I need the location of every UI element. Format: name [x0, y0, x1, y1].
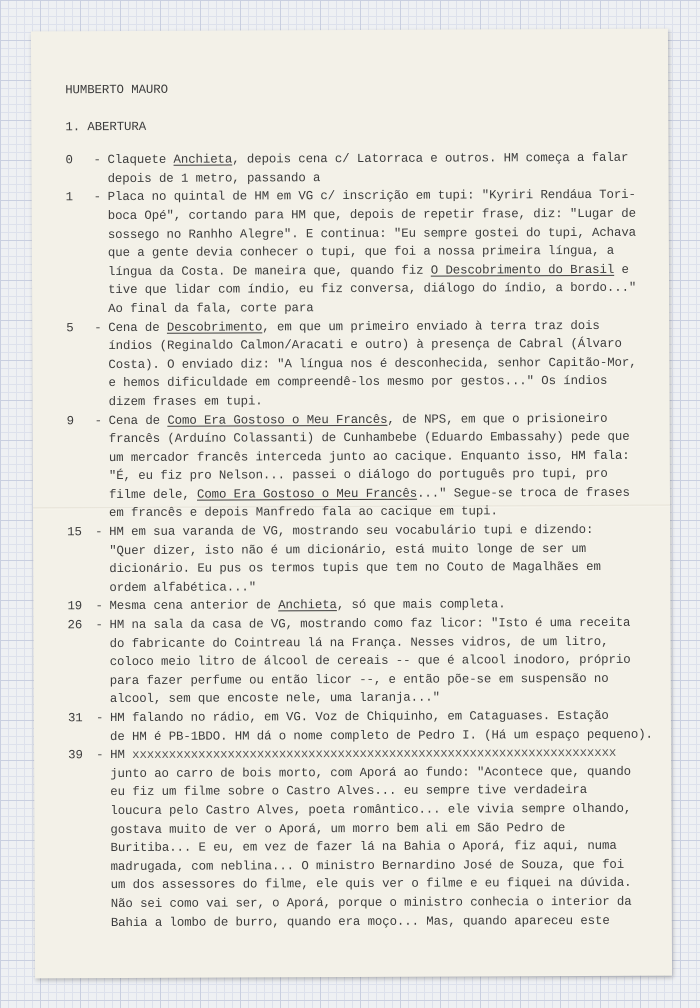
text-segment: filme dele,	[108, 487, 198, 502]
text-segment: ordem alfabética..."	[109, 580, 257, 595]
text-line	[111, 855, 673, 876]
text-line	[109, 502, 672, 523]
text-line	[108, 242, 671, 263]
text-segment: e	[614, 262, 629, 277]
text-segment: eu fiz um filme sobre o Castro Alves... eu sempre tive verdadeira	[110, 783, 588, 800]
shot-description	[107, 149, 670, 189]
text-segment: "É, eu fiz pro Nelson... passei o diálogo do português pro tupi, pro	[108, 467, 608, 484]
struck-out-text: xxxxxxxxxxxxxxxxxxxxxxxxxxxxxxxxxxxxxxxxxxxxxxxxxxxxxxxxxxxxxxxxxx	[132, 746, 617, 763]
text-segment: Bahia a lombo de burro, quando era moço... Mas, quando apareceu este	[110, 913, 610, 930]
text-segment: dizem frases em tupi.	[108, 394, 263, 409]
text-segment: Costa). O enviado diz: "A língua nos é desconhecida, senhor Capitão-Mor,	[108, 355, 637, 372]
text-line	[108, 279, 671, 300]
text-line	[109, 428, 672, 449]
text-segment: sossego no Ranhho Alegre". E continua: "Eu sempre gostei do tupi, Achava	[107, 225, 637, 242]
text-segment: madrugada, com neblina... O ministro Bernardino José de Souza, que foi	[110, 857, 625, 874]
shot-description	[110, 707, 672, 747]
text-line	[110, 800, 672, 821]
text-segment: do fabricante do Cointreau lá na França. Nesses vidros, de um litro,	[109, 634, 609, 651]
text-line	[110, 651, 672, 672]
shot-description	[108, 316, 671, 411]
text-segment: HM em sua varanda de VG, mostrando seu vocabulário tupi e dizendo:	[109, 523, 594, 540]
text-line	[108, 372, 671, 393]
text-segment: língua da Costa. De maneira que, quando fiz	[107, 263, 431, 279]
text-segment: gostava muito de ver o Aporá, um morro bem ali em São Pedro de	[110, 820, 566, 837]
text-segment: em francês e depois Manfredo fala ao cacique em tupi.	[109, 504, 498, 521]
underlined-film-title: Anchieta	[173, 152, 233, 167]
text-segment: , de NPS, em que o prisioneiro	[387, 411, 608, 427]
shot-entry	[68, 707, 672, 747]
entry-dash: -	[95, 618, 103, 633]
text-line	[110, 744, 672, 765]
text-segment: Placa no quintal de HM em VG c/ inscrição em tupi: "Kyriri Rendáua Tori-	[107, 188, 636, 205]
text-line	[109, 595, 672, 616]
text-segment: loucura pelo Castro Alves, poeta romântico... ele vivia sempre olhando,	[110, 801, 632, 819]
typed-text-block	[65, 79, 672, 933]
shot-description	[108, 186, 672, 319]
text-line	[109, 409, 672, 430]
entry-dash: -	[93, 153, 101, 168]
shot-entry	[67, 614, 672, 710]
text-segment: Mesma cena anterior de	[109, 598, 279, 614]
text-segment: , em que um primeiro enviado à terra traz dois	[262, 318, 600, 334]
text-segment: um mercador francês interceda junto ao cacique. Enquanto isso, HM fala:	[108, 448, 630, 465]
text-line	[110, 818, 672, 839]
text-line	[108, 316, 671, 337]
text-segment: Cena de	[108, 413, 168, 428]
text-line	[109, 539, 672, 560]
shot-entry	[68, 744, 672, 933]
text-line	[108, 260, 671, 281]
text-segment: junto ao carro de bois morto, com Aporá ao fundo: "Acontece que, quando	[110, 764, 632, 781]
text-line	[110, 632, 672, 653]
text-segment: HM falando no rádio, em VG. Voz de Chiquinho, em Cataguases. Estação	[109, 708, 609, 726]
shot-number: 19	[67, 599, 83, 614]
text-line	[110, 707, 672, 728]
text-segment: que a gente devia conhecer o tupi, que foi a nossa primeira língua, a	[107, 244, 615, 261]
text-segment: Claquete	[107, 152, 174, 168]
text-segment: boca Opé", cortando para HM que, depois de repetir frase, diz: "Lugar de	[107, 206, 636, 224]
text-line	[110, 762, 672, 783]
text-line	[110, 781, 672, 802]
text-segment: Buritiba... E eu, em vez de fazer lá na Bahia o Aporá, fiz aqui, numa	[110, 839, 617, 856]
shot-number: 0	[65, 153, 73, 168]
author-heading: HUMBERTO MAURO	[65, 82, 168, 98]
text-segment: HM	[110, 748, 133, 763]
entry-dash: -	[96, 748, 104, 763]
text-segment: HM na sala da casa de VG, mostrando como faz licor: "Isto é uma receita	[109, 615, 631, 633]
entry-dash: -	[95, 599, 103, 614]
shot-entry	[66, 316, 671, 412]
shot-entry	[67, 521, 672, 598]
text-line	[107, 149, 670, 170]
text-segment: um dos assessores do filme, ele quis ver o filme e eu fiquei na dúvida.	[110, 876, 632, 893]
text-segment: Cena de	[108, 320, 167, 335]
text-segment: de HM é PB-1BDO. HM dá o nome completo de Pedro I. (Há um espaço pequeno).	[109, 727, 653, 744]
text-segment: francês (Arduíno Colassanti) de Cunhambebe (Eduardo Embassahy) pede que	[108, 429, 630, 447]
text-line	[109, 391, 672, 412]
text-segment: tive que lidar com índio, eu fiz conversa, diálogo do índio, a bordo..."	[108, 281, 637, 298]
text-line	[110, 725, 672, 746]
text-segment: depois de 1 metro, passando a	[107, 170, 321, 186]
text-line	[111, 893, 672, 914]
shot-description	[109, 614, 672, 709]
underlined-film-title: Descobrimento	[166, 319, 263, 335]
section-heading: 1. ABERTURA	[65, 119, 147, 134]
shot-number: 5	[66, 320, 74, 335]
text-segment: ..." Segue-se troca de frases	[417, 485, 630, 501]
text-line	[111, 911, 672, 932]
entry-dash: -	[94, 320, 102, 335]
shot-entry	[66, 186, 672, 319]
text-line	[109, 483, 672, 504]
text-line	[110, 669, 672, 690]
shot-number: 26	[67, 618, 83, 633]
text-segment: e hemos dificuldade em compreendê-los mesmo por gestos..." Os índios	[108, 374, 608, 391]
text-line	[108, 205, 671, 226]
text-segment: , só que mais completa.	[336, 597, 506, 613]
underlined-film-title: Como Era Gostoso o Meu Francês	[196, 486, 418, 502]
shot-description	[109, 521, 672, 598]
shot-number: 9	[66, 413, 75, 428]
text-line	[108, 298, 671, 319]
text-line	[108, 167, 671, 188]
shot-entry	[65, 149, 670, 189]
text-line	[109, 521, 672, 542]
text-segment: para fazer perfume ou então licor --, e então põe-se em suspensão no	[109, 671, 609, 688]
text-segment: , depois cena c/ Latorraca e outros. HM começa a falar	[232, 150, 629, 167]
text-line	[110, 688, 672, 709]
shot-description	[109, 595, 672, 616]
text-segment: dicionário. Eu pus os termos tupis que tem no Couto de Magalhães em	[109, 560, 601, 577]
entry-dash: -	[95, 525, 103, 540]
shot-entry	[67, 409, 672, 523]
shot-number: 31	[67, 711, 83, 726]
text-line	[110, 837, 672, 858]
text-line	[108, 353, 671, 374]
text-segment: alcool, sem que encoste nele, uma laranja..."	[109, 691, 440, 707]
shot-description	[110, 744, 672, 932]
text-segment: Não sei como vai ser, o Aporá, porque o ministro conhecia o interior da	[110, 894, 632, 911]
text-line	[109, 446, 672, 467]
entry-dash: -	[94, 413, 103, 428]
entry-dash: -	[95, 711, 104, 726]
shot-description	[109, 409, 672, 523]
shot-list	[65, 149, 672, 933]
underlined-film-title: O Descobrimento do Brasil	[430, 262, 615, 278]
text-segment: "Quer dizer, isto não é um dicionário, está muito longe de ser um	[109, 541, 587, 558]
text-segment: coloco meio litro de álcool de cereais -- que é alcool inodoro, próprio	[109, 653, 631, 670]
shot-number: 15	[67, 525, 82, 540]
underlined-film-title: Anchieta	[278, 598, 337, 613]
text-line	[108, 335, 671, 356]
text-line	[111, 874, 672, 895]
text-segment: Ao final da fala, corte para	[108, 301, 314, 316]
typewritten-page	[31, 29, 672, 979]
text-line	[109, 465, 672, 486]
text-line	[108, 223, 671, 244]
text-line	[109, 614, 672, 635]
text-line	[109, 576, 672, 597]
text-line	[109, 558, 672, 579]
text-segment: índios (Reginaldo Calmon/Aracati e outro) à presença de Cabral (Álvaro	[108, 336, 622, 354]
underlined-film-title: Como Era Gostoso o Meu Francês	[167, 412, 388, 428]
text-line	[108, 186, 671, 207]
shot-number: 1	[65, 190, 74, 205]
entry-dash: -	[93, 190, 102, 205]
shot-number: 39	[68, 748, 83, 763]
